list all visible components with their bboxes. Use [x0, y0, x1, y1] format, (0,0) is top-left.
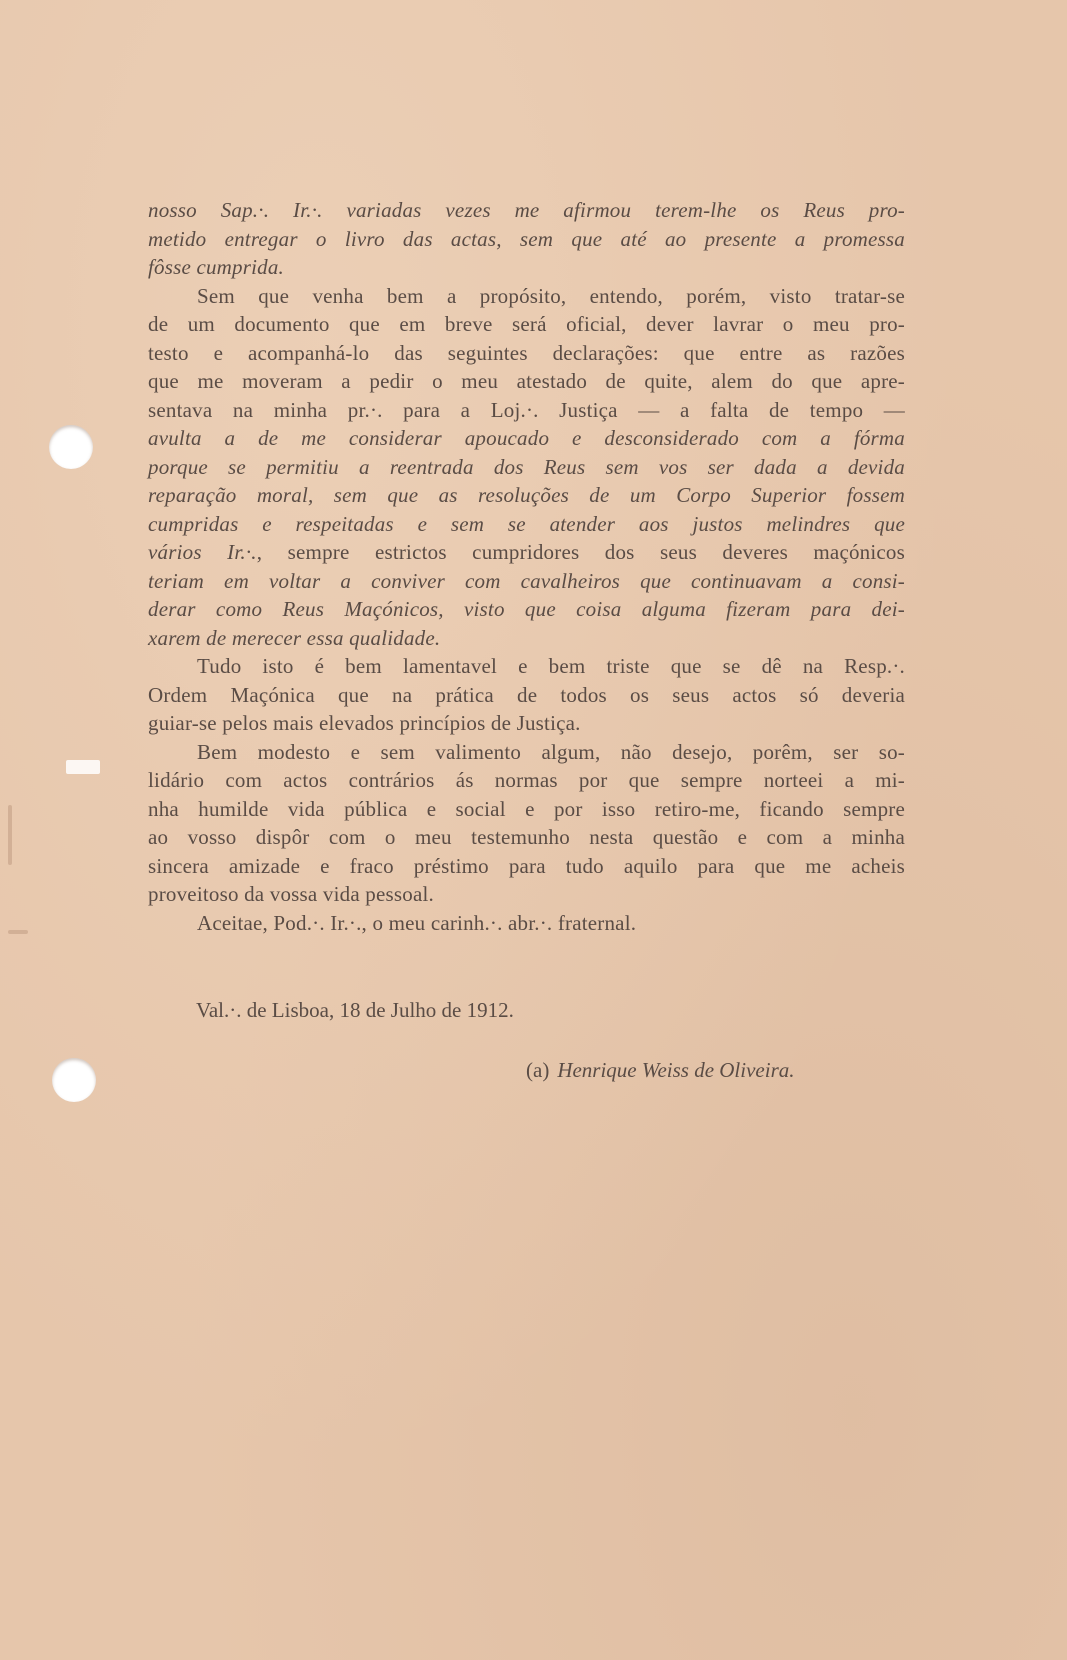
- text-line: [148, 253, 905, 282]
- text-line: [148, 453, 905, 482]
- text-segment: xarem de merecer essa qualidade.: [148, 625, 441, 650]
- text-segment: metido entregar o livro das actas, sem que até ao presente a promessa: [148, 226, 905, 251]
- text-segment: , sempre estrictos cumpridores dos seus deveres maçónicos: [256, 540, 905, 564]
- text-line: [148, 652, 905, 681]
- signature-prefix: (a): [526, 1058, 550, 1082]
- signature: [526, 1058, 795, 1083]
- text-segment: Tudo isto é bem lamentavel e bem triste que se dê na Resp.·.: [197, 654, 905, 678]
- text-line: [148, 681, 905, 710]
- text-line: [148, 481, 905, 510]
- text-segment: Sem que venha bem a propósito, entendo, porém, visto tratar-se: [197, 283, 905, 308]
- text-line: [148, 424, 905, 453]
- text-segment: avulta a de me considerar apoucado e desconsiderado com a fórma: [148, 426, 905, 450]
- text-segment: Bem modesto e sem valimento algum, não desejo, porêm, ser so-: [197, 739, 905, 764]
- text-segment: que me moveram a pedir o meu atestado de quite, alem do que apre-: [148, 369, 905, 393]
- text-segment: nha humilde vida pública e social e por isso retiro-me, ficando sempre: [148, 796, 905, 821]
- text-line: [148, 738, 905, 767]
- text-line: [148, 367, 905, 396]
- text-line: [148, 909, 905, 938]
- text-segment: proveitoso da vossa vida pessoal.: [148, 882, 434, 906]
- text-line: [148, 852, 905, 881]
- text-line: [148, 624, 905, 653]
- punch-hole-bottom: [52, 1058, 96, 1102]
- text-segment: nosso Sap.·. Ir.·. variadas vezes me afirmou terem-lhe os Reus pro-: [148, 198, 905, 222]
- text-segment: vários Ir.·.: [148, 540, 257, 564]
- text-segment: sincera amizade e fraco préstimo para tudo aquilo para que me acheis: [148, 853, 905, 878]
- text-segment: teriam em voltar a conviver com cavalheiros que continuavam a consi-: [148, 568, 905, 593]
- text-line: [148, 567, 905, 596]
- letter-body: [148, 196, 905, 937]
- text-segment: fôsse cumprida.: [148, 255, 284, 279]
- text-segment: sentava na minha pr.·. para a Loj.·. Justiça — a falta de tempo —: [148, 397, 905, 422]
- text-line: [148, 310, 905, 339]
- text-segment: Aceitae, Pod.·. Ir.·., o meu carinh.·. abr.·. fraternal.: [197, 910, 637, 935]
- text-segment: derar como Reus Maçónicos, visto que coisa alguma fizeram para dei-: [148, 597, 905, 621]
- signature-name: Henrique Weiss de Oliveira.: [557, 1058, 795, 1082]
- text-line: [148, 795, 905, 824]
- text-line: [148, 595, 905, 624]
- paper-edge-stain: [8, 930, 28, 934]
- text-segment: lidário com actos contrários ás normas por que sempre norteei a mi-: [148, 768, 905, 792]
- text-segment: testo e acompanhá-lo das seguintes declarações: que entre as razões: [148, 340, 905, 365]
- paper-edge-stain: [8, 805, 12, 865]
- text-line: [148, 396, 905, 425]
- text-line: [148, 709, 905, 738]
- text-segment: reparação moral, sem que as resoluções de um Corpo Superior fossem: [148, 483, 905, 507]
- text-line: [148, 339, 905, 368]
- text-segment: de um documento que em breve será oficial, dever lavrar o meu pro-: [148, 312, 905, 336]
- text-segment: ao vosso dispôr com o meu testemunho nesta questão e com a minha: [148, 825, 905, 849]
- text-line: [148, 823, 905, 852]
- punch-hole-top: [49, 425, 93, 469]
- paper-tear-mark: [66, 760, 100, 774]
- text-line: [148, 196, 905, 225]
- text-line: [148, 510, 905, 539]
- text-segment: guiar-se pelos mais elevados princípios de Justiça.: [148, 711, 581, 735]
- text-line: [148, 538, 905, 567]
- text-line: [148, 880, 905, 909]
- text-line: [148, 225, 905, 254]
- text-segment: porque se permitiu a reentrada dos Reus sem vos ser dada a devida: [148, 454, 905, 479]
- date-line: Val.·. de Lisboa, 18 de Julho de 1912.: [196, 998, 514, 1022]
- text-line: [148, 766, 905, 795]
- text-line: [148, 282, 905, 311]
- text-segment: cumpridas e respeitadas e sem se atender aos justos melindres que: [148, 511, 905, 536]
- text-segment: Ordem Maçónica que na prática de todos os seus actos só deveria: [148, 682, 905, 707]
